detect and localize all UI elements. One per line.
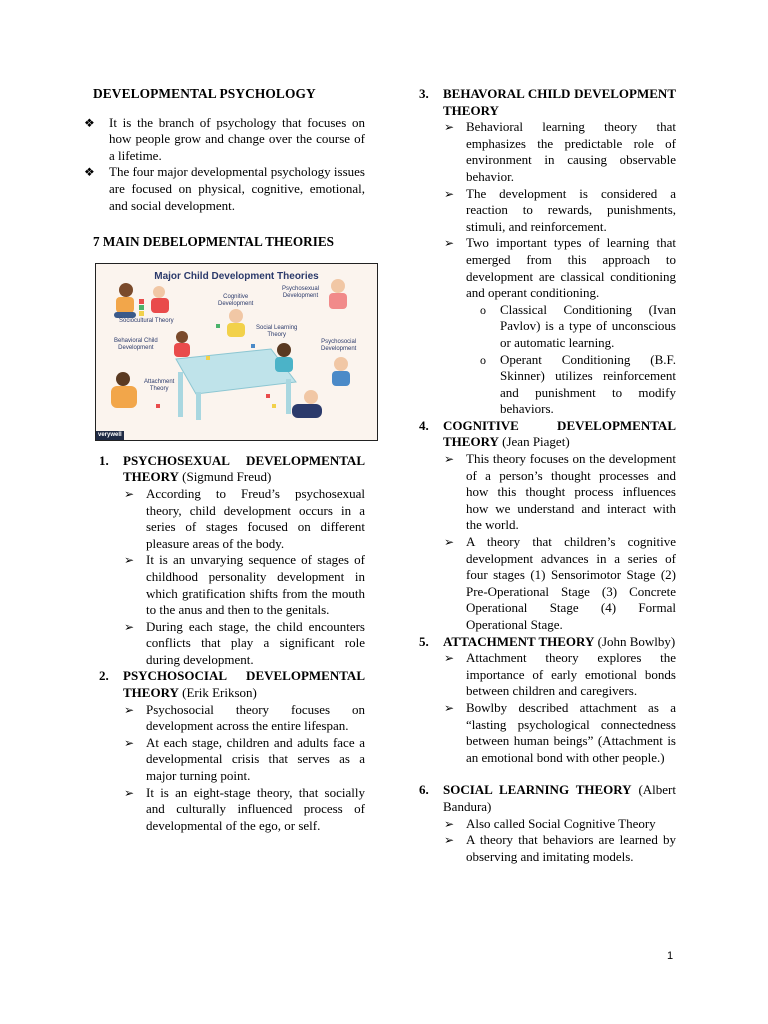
- arrow-bullet-icon: ➢: [124, 486, 135, 501]
- arrow-bullet-icon: ➢: [444, 452, 455, 467]
- theory-subpoints: [476, 302, 676, 418]
- label-cognitive: Cognitive Development: [218, 293, 254, 307]
- theory-author: (Sigmund Freud): [182, 469, 272, 485]
- theory-name: BEHAVORAL CHILD DEVELOPMENT THEORY: [443, 86, 676, 118]
- theory-heading: 6. SOCIAL LEARNING THEORY (Albert Bandura): [419, 782, 676, 814]
- label-psychosocial: Psychosocial Development: [321, 338, 357, 352]
- page-number: 1: [667, 950, 674, 962]
- arrow-bullet-icon: ➢: [124, 619, 135, 634]
- theory-heading: 4. COGNITIVE DEVELOPMENTAL THEORY (Jean Piaget): [419, 417, 676, 450]
- arrow-bullet-icon: ➢: [444, 120, 455, 135]
- list-item: ➢ Psychosocial theory focuses on development across the entire lifespan.: [124, 701, 365, 734]
- list-item: ❖ The four major developmental psychology issues are focused on physical, cognitive, emotional, and social development.: [84, 164, 365, 213]
- list-item: ➢ Attachment theory explores the importance of early emotional bonds between children and caregivers.: [444, 650, 676, 699]
- theory-author: (Albert Bandura): [443, 782, 676, 814]
- theory-heading: 1. PSYCHOSEXUAL DEVELOPMENTAL THEORY (Sigmund Freud): [99, 452, 365, 485]
- theory-heading: 2. PSYCHOSOCIAL DEVELOPMENTAL THEORY (Erik Erikson): [99, 668, 365, 701]
- arrow-bullet-icon: ➢: [124, 785, 135, 800]
- label-behavioral: Behavioral Child Development: [114, 337, 158, 351]
- label-psychosexual: Psychosexual Development: [282, 285, 320, 299]
- theory-name: PSYCHOSEXUAL DEVELOPMENTAL THEORY: [123, 452, 365, 485]
- theories-illustration: [95, 263, 378, 441]
- arrow-bullet-icon: ➢: [444, 833, 455, 848]
- theory-name: PSYCHOSOCIAL DEVELOPMENTAL THEORY: [123, 668, 365, 701]
- theory-points: [123, 702, 365, 835]
- diamond-bullet-icon: ❖: [84, 115, 95, 130]
- illustration-title: Major Child Development Theories: [154, 270, 319, 282]
- theory-name: COGNITIVE DEVELOPMENTAL THEORY: [443, 417, 676, 450]
- theory-4: [410, 418, 676, 634]
- label-sociocultural: Sociocultural Theory: [119, 317, 174, 324]
- arrow-bullet-icon: ➢: [444, 186, 455, 201]
- theory-points: [123, 486, 365, 669]
- list-item: ➢ Behavioral learning theory that emphasizes the predictable role of environment in causing observable behavior.: [444, 119, 676, 184]
- section-title: 7 MAIN DEBELOPMENTAL THEORIES: [93, 234, 334, 250]
- arrow-bullet-icon: ➢: [444, 700, 455, 715]
- list-item: ➢ During each stage, the child encounters conflicts that play a significant role during development.: [124, 618, 365, 667]
- list-item: ➢ Bowlby described attachment as a “lasting psychological connectedness between human beings” (Attachment is an emotional bond with other people.): [444, 699, 676, 765]
- theory-author: (John Bowlby): [597, 633, 676, 649]
- theory-points: [443, 451, 676, 634]
- theory-author: (Jean Piaget): [502, 434, 570, 450]
- arrow-bullet-icon: ➢: [124, 735, 135, 750]
- left-column: [84, 86, 365, 834]
- theory-name: SOCIAL LEARNING THEORY: [443, 782, 632, 798]
- list-item: ➢ It is an unvarying sequence of stages of childhood personality development in which gratification shifts from the mouth to the anus and then to the genitals.: [124, 552, 365, 618]
- list-item: ❖ It is the branch of psychology that focuses on how people grow and change over the course of a lifetime.: [84, 114, 365, 163]
- list-item: ➢ The development is considered a reaction to rewards, punishments, stimuli, and reinforcement.: [444, 185, 676, 234]
- theory-points: [443, 816, 676, 866]
- list-item: ➢ Also called Social Cognitive Theory: [444, 815, 656, 831]
- theory-5: [410, 634, 676, 767]
- label-attachment: Attachment Theory: [144, 378, 175, 392]
- list-item: ➢ At each stage, children and adults face a developmental crisis that serves as a major turning point.: [124, 734, 365, 784]
- list-item: o Classical Conditioning (Ivan Pavlov) is a type of unconscious or automatic learning.: [480, 301, 676, 350]
- list-item: ➢ This theory focuses on the development of a person’s thought processes and how this thought process influences how we understand and interact with the world.: [444, 451, 676, 533]
- intro-bullet-list: [84, 114, 365, 215]
- label-social-learning: Social Learning Theory: [256, 324, 298, 338]
- arrow-bullet-icon: ➢: [124, 702, 135, 717]
- theory-points: [443, 119, 676, 302]
- theory-1: [90, 453, 365, 669]
- arrow-bullet-icon: ➢: [124, 553, 135, 568]
- theory-heading: 3. BEHAVORAL CHILD DEVELOPMENT THEORY: [419, 86, 676, 118]
- theory-6: [410, 782, 676, 865]
- document-title: DEVELOPMENTAL PSYCHOLOGY: [93, 86, 316, 101]
- theory-points: [443, 650, 676, 766]
- theory-heading: 5. ATTACHMENT THEORY (John Bowlby): [419, 633, 676, 649]
- right-column: [410, 86, 676, 865]
- list-item: ➢ According to Freud’s psychosexual theory, child development occurs in a series of stages focused on different pleasure areas of the body.: [124, 485, 365, 551]
- list-item: ➢ Two important types of learning that emerged from this approach to development are classical conditioning and operant conditioning.: [444, 235, 676, 301]
- list-item: ➢ A theory that children’s cognitive development advances in a series of four stages (1) Sensorimotor Stage (2) Pre-Operational Stage (3) Concrete Operational Stage (4) Formal Operational Stage.: [444, 534, 676, 632]
- circle-bullet-icon: o: [480, 352, 486, 367]
- list-item: o Operant Conditioning (B.F. Skinner) utilizes reinforcement and punishment to modify behaviors.: [480, 351, 676, 417]
- arrow-bullet-icon: ➢: [444, 236, 455, 251]
- arrow-bullet-icon: ➢: [444, 816, 455, 831]
- theory-author: (Erik Erikson): [182, 685, 257, 701]
- brand-logo: verywell: [98, 431, 122, 438]
- arrow-bullet-icon: ➢: [444, 535, 455, 550]
- theory-3: [410, 86, 676, 418]
- circle-bullet-icon: o: [480, 302, 486, 317]
- arrow-bullet-icon: ➢: [444, 651, 455, 666]
- list-item: ➢ A theory that behaviors are learned by observing and imitating models.: [444, 832, 676, 864]
- theory-name: ATTACHMENT THEORY: [443, 633, 595, 649]
- list-item: ➢ It is an eight-stage theory, that socially and culturally influenced process of developmental of the ego, or self.: [124, 784, 365, 833]
- diamond-bullet-icon: ❖: [84, 165, 95, 180]
- theory-2: [90, 668, 365, 834]
